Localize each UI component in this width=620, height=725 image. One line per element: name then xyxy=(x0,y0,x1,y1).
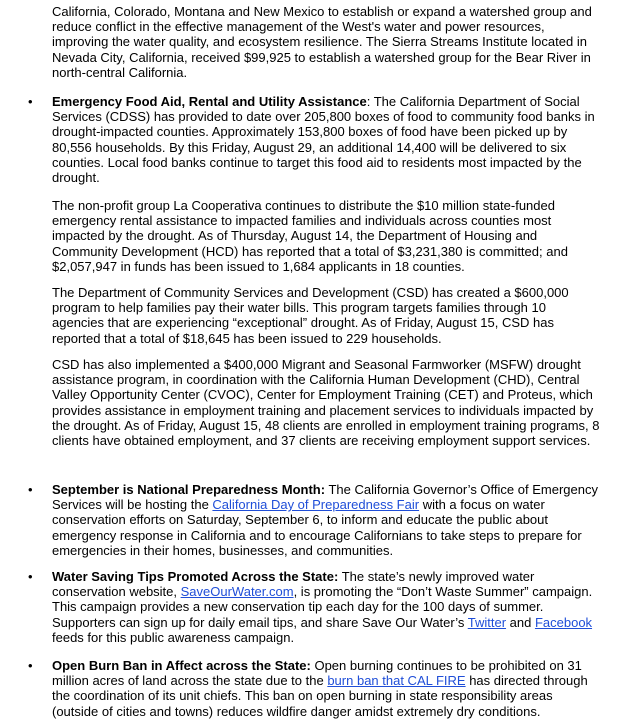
rental-text: The non-profit group La Cooperativa continues to distribute the $10 million state-funded emergency rental assistance to impacted families and individuals across counties most impacted by the drought. As of Thursday, August 14, the Department of Housing and Community Development (HCD) has reported that a total of $3,231,380 is committed; and $2,057,947 in funds has been issued to 1,684 applicants in 18 counties. xyxy=(52,198,568,274)
preparedness-paragraph xyxy=(52,482,600,558)
burn-ban-title: Open Burn Ban in Affect across the State: xyxy=(52,658,311,673)
burn-ban-text-2: has directed through the coordination of its unit chiefs. This ban on open burning in state responsibility areas (outside of cities and towns) reduces wildfire danger amidst extremely dry conditions. xyxy=(52,673,588,719)
intro-paragraph xyxy=(52,4,600,80)
preparedness-text-before: The California Governor’s Office of Emergency Services will be hosting the xyxy=(52,482,598,513)
preparedness-title: September is National Preparedness Month: xyxy=(52,482,326,497)
bullet-preparedness: • xyxy=(28,482,33,497)
rental-paragraph xyxy=(52,198,600,274)
preparedness-text-after: with a focus on water conservation efforts on Saturday, September 6, to inform and educate the public about emergency response in California and to encourage Californians to take steps to prepare for emergencies in their homes, businesses, and communities. xyxy=(52,497,582,558)
burn-ban-paragraph xyxy=(52,658,600,719)
bullet-burn-ban: • xyxy=(28,658,33,673)
bullet-water-tips: • xyxy=(28,569,33,584)
water-tips-text-1: The state’s newly improved water conservation website, xyxy=(52,569,535,600)
water-tips-title: Water Saving Tips Promoted Across the State: xyxy=(52,569,339,584)
msfw-paragraph xyxy=(52,357,600,448)
twitter-link[interactable]: Twitter xyxy=(467,614,507,630)
food-aid-title: Emergency Food Aid, Rental and Utility Assistance xyxy=(52,94,367,109)
water-tips-text-4: feeds for this public awareness campaign. xyxy=(52,629,295,645)
food-aid-text: : The California Department of Social Services (CDSS) has provided to date over 205,800 boxes of food to community food banks in drought-impacted counties. Approximately 153,800 boxes of food have been picked up by 80,556 households. By this Friday, August 29, an additional 14,400 will be delivered to six counties. Local food banks continue to target this food aid to residents most impacted by the drought. xyxy=(52,94,595,186)
intro-text: California, Colorado, Montana and New Mexico to establish or expand a watershed group and reduce conflict in the effective management of the West's water and power resources, improving the water quality, and ecosystem resilience. The Sierra Streams Institute located in Nevada City, California, received $99,925 to establish a watershed group for the Bear River in north-central California. xyxy=(52,4,592,80)
burn-ban-text-1: Open burning continues to be prohibited on 31 million acres of land across the state due to the xyxy=(52,658,582,689)
csd-water-text: The Department of Community Services and Development (CSD) has created a $600,000 program to help families pay their water bills. This program targets families through 10 agencies that are experiencing “exceptional” drought. As of Friday, August 15, CSD has reported that a total of $18,645 has been issued to 229 households. xyxy=(52,285,569,346)
msfw-text: CSD has also implemented a $400,000 Migrant and Seasonal Farmworker (MSFW) drought assistance program, in coordination with the California Human Development (CHD), Central Valley Opportunity Center (CVOC), Center for Employment Training (CET) and Proteus, which provides assistance in employment training and placement services to individuals impacted by the drought. As of Friday, August 15, 48 clients are enrolled in employment training programs, 8 clients have obtained employment, and 37 clients are receiving employment support services. xyxy=(52,357,600,449)
food-aid-paragraph xyxy=(52,94,600,185)
burn-ban-link[interactable]: burn ban that CAL FIRE xyxy=(327,673,466,689)
bullet-food-aid: • xyxy=(28,94,33,109)
water-tips-text-2: , is promoting the “Don’t Waste Summer” campaign. This campaign provides a new conservation tip each day for the 100 days of summer. Supporters can sign up for daily email tips, and share Save Our Water’s xyxy=(52,584,593,630)
water-tips-paragraph xyxy=(52,569,600,645)
preparedness-fair-link[interactable]: California Day of Preparedness Fair xyxy=(212,497,420,513)
csd-water-paragraph xyxy=(52,285,600,346)
water-tips-text-3: and xyxy=(506,614,535,630)
facebook-link[interactable]: Facebook xyxy=(534,614,593,630)
saveourwater-link[interactable]: SaveOurWater.com xyxy=(180,584,294,600)
